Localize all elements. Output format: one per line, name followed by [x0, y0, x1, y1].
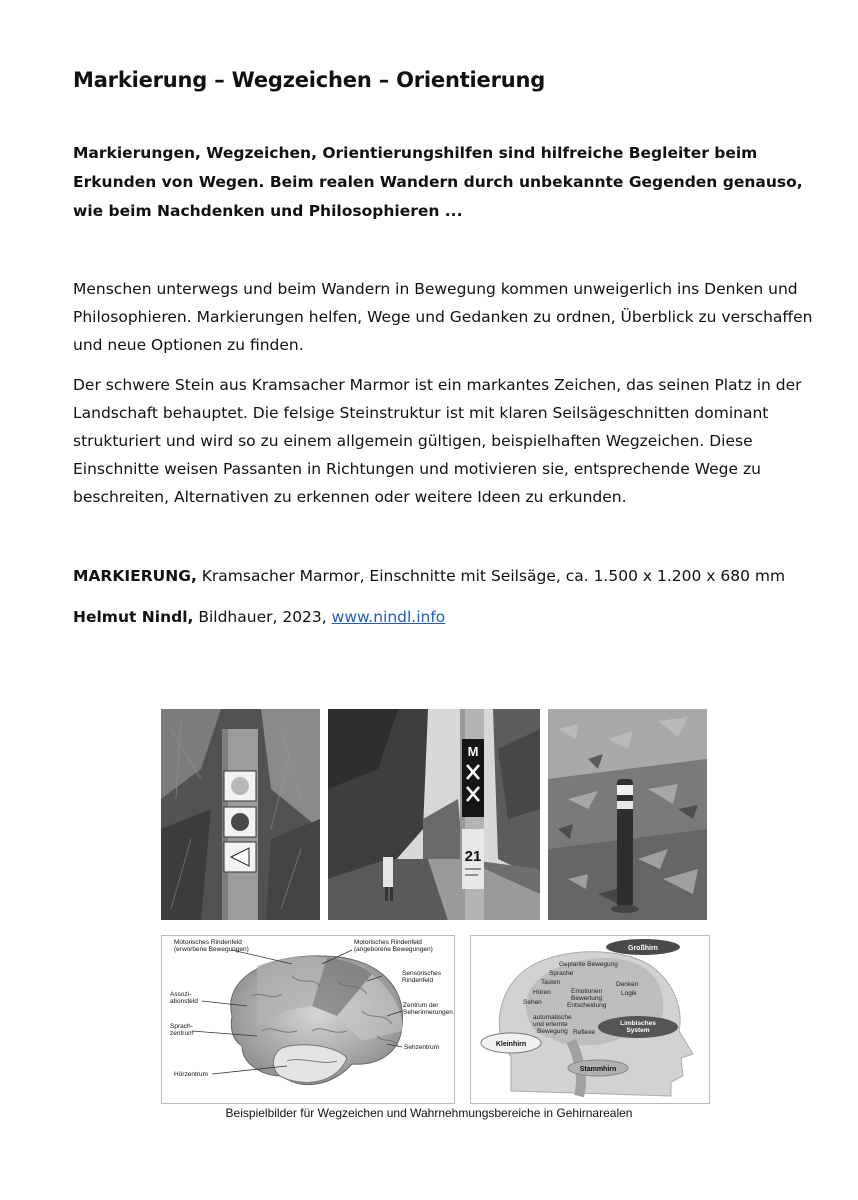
- head-perception-diagram: [470, 935, 710, 1104]
- label-thinking: Denken: [616, 981, 639, 988]
- label-memory-1: Zentrum der: [403, 1002, 439, 1009]
- label-vision: Sehzentrum: [404, 1044, 440, 1051]
- label-speech-1: Sprach-: [170, 1023, 193, 1030]
- label-memory-2: Seherinnerungen: [403, 1009, 453, 1016]
- label-limbic-2: System: [626, 1027, 650, 1034]
- body-paragraph-2: Der schwere Stein aus Kramsacher Marmor ist ein markantes Zeichen, das seinen Platz in der Landschaft behauptet. Die felsige Steinstruktur ist mit klaren Seilsägeschnitten dominant strukturiert und wird so zu einem allgemein gültigen, beispielhaften Wegzeichen. Diese Einschnitte weisen Passanten in Richtungen und motivieren sie, entsprechende Wege zu beschreiten, Alternativen zu erkennen oder weitere Ideen zu erkunden.: [73, 376, 802, 506]
- body-paragraph-1: Menschen unterwegs und beim Wandern in Bewegung kommen unweigerlich ins Denken und Philosophieren. Markierungen helfen, Wege und Gedanken zu ordnen, Überblick zu verschaffen und neue Optionen zu finden.: [73, 280, 813, 354]
- artist-name: Helmut Nindl,: [73, 608, 194, 626]
- photo-street-pole: [328, 709, 540, 920]
- artwork-credit: [73, 567, 785, 585]
- label-seeing: Sehen: [523, 999, 542, 1006]
- artist-details: Bildhauer, 2023,: [198, 608, 327, 626]
- artist-credit: [73, 608, 445, 626]
- label-association-1: Assozi-: [170, 991, 192, 998]
- label-cerebellum: Kleinhirn: [495, 1041, 527, 1048]
- label-speech-2: zentrum: [170, 1030, 194, 1037]
- label-touch: Tasten: [541, 979, 561, 986]
- page-title: Markierung – Wegzeichen – Orientierung: [73, 68, 546, 92]
- label-cerebrum: Großhirn: [628, 945, 658, 952]
- label-motor-innate-2: (angeborene Bewegungen): [354, 946, 433, 953]
- artwork-details: Kramsacher Marmor, Einschnitte mit Seilsäge, ca. 1.500 x 1.200 x 680 mm: [201, 567, 786, 585]
- label-logic: Logik: [621, 990, 637, 997]
- label-automatic-2: und erlernte: [533, 1021, 568, 1028]
- label-emotions-1: Emotionen: [571, 988, 603, 995]
- label-speech: Sprache: [549, 970, 574, 977]
- pole-number: 21: [464, 848, 482, 865]
- label-hearing: Hörzentrum: [174, 1071, 208, 1078]
- artist-website-link[interactable]: www.nindl.info: [331, 608, 446, 626]
- photo-bollard: [548, 709, 707, 920]
- figure-caption: Beispielbilder für Wegzeichen und Wahrnehmungsbereiche in Gehirnarealen: [225, 1106, 633, 1120]
- label-hearing: Hören: [533, 989, 551, 996]
- label-planned-movement: Geplante Bewegung: [559, 961, 618, 968]
- photo-trail-post: [161, 709, 320, 920]
- label-automatic-1: automatische: [533, 1014, 572, 1021]
- label-sensory-2: Rindenfeld: [402, 977, 434, 984]
- label-limbic-1: Limbisches: [620, 1020, 656, 1027]
- brain-regions-diagram: [161, 935, 455, 1104]
- label-motor-acquired-2: (erworbene Bewegungen): [174, 946, 249, 953]
- label-motor-acquired-1: Motorisches Rindenfeld: [174, 939, 242, 946]
- label-emotions-3: Entscheidung: [567, 1002, 607, 1009]
- label-association-2: ationsfeld: [170, 998, 198, 1005]
- label-motor-innate-1: Motorisches Rindenfeld: [354, 939, 422, 946]
- pole-sign-letter: M: [467, 744, 479, 759]
- label-automatic-3: Bewegung: [537, 1028, 568, 1035]
- label-emotions-2: Bewertung: [571, 995, 603, 1002]
- label-brainstem: Stammhirn: [579, 1066, 617, 1073]
- label-sensory-1: Sensorisches: [402, 970, 442, 977]
- label-reflexes: Reflexe: [573, 1029, 596, 1036]
- lead-paragraph: Markierungen, Wegzeichen, Orientierungshilfen sind hilfreiche Begleiter beim Erkunden von Wegen. Beim realen Wandern durch unbekannte Gegenden genauso, wie beim Nachdenken und Philosophieren ...: [73, 144, 803, 220]
- artwork-name: MARKIERUNG,: [73, 567, 197, 585]
